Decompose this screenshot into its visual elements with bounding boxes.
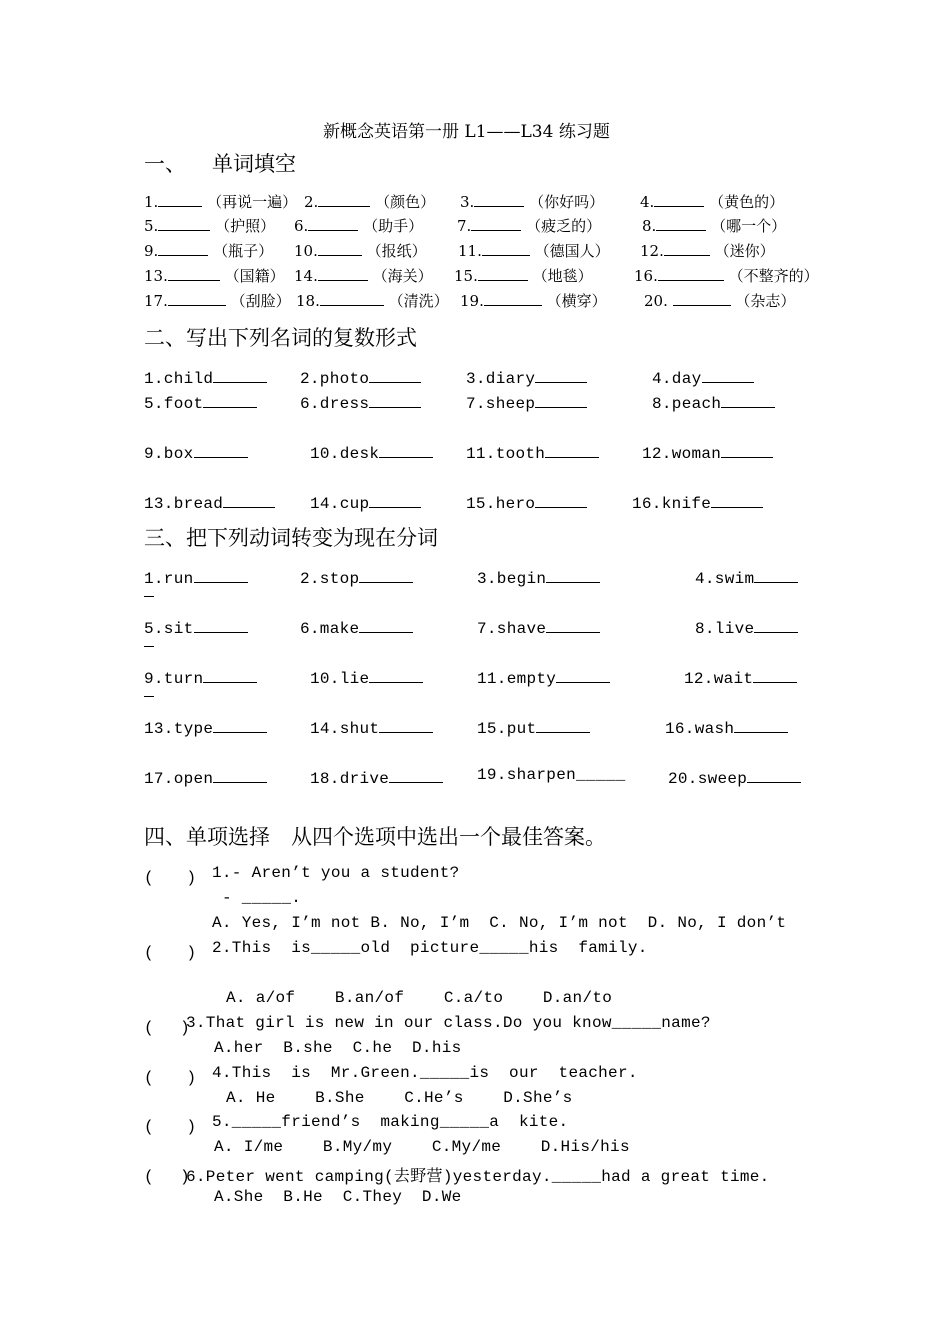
question-options: A.her B.she C.he D.his: [214, 1039, 462, 1057]
answer-blank[interactable]: [664, 239, 710, 256]
section-1-heading: 单词填空: [212, 152, 296, 176]
verb-item: 9.turn: [144, 666, 257, 688]
question-stem: 3.That girl is new in our class.Do you know_____name?: [186, 1014, 711, 1032]
answer-blank[interactable]: [320, 289, 384, 306]
vocab-item: 19. （横穿）: [460, 289, 607, 311]
answer-blank[interactable]: [359, 566, 413, 583]
verb-item: 2.stop: [300, 566, 413, 588]
verb-item: 17.open: [144, 766, 267, 788]
question-stem: 2.This is_____old picture_____his family.: [212, 939, 648, 957]
answer-blank[interactable]: [721, 441, 773, 458]
vocab-item: 15. （地毯）: [454, 264, 593, 286]
answer-blank[interactable]: [545, 441, 599, 458]
plural-item: 10.desk: [310, 441, 433, 463]
answer-blank[interactable]: [536, 716, 590, 733]
plural-item: 5.foot: [144, 391, 257, 413]
plural-item: 7.sheep: [466, 391, 587, 413]
section-1-number: 一、: [144, 152, 186, 176]
plural-item: 15.hero: [466, 491, 587, 513]
question-stem: 5._____friend’s making_____a kite.: [212, 1113, 569, 1131]
answer-blank[interactable]: [213, 766, 267, 783]
answer-blank[interactable]: [474, 190, 524, 207]
section-4-heading: 四、单项选择 从四个选项中选出一个最佳答案。: [144, 825, 606, 849]
answer-blank[interactable]: [213, 366, 267, 383]
plural-item: 6.dress: [300, 391, 421, 413]
vocab-item: 4. （黄色的）: [640, 190, 784, 212]
plural-item: 4.day: [652, 366, 754, 388]
answer-blank[interactable]: [203, 391, 257, 408]
question-stem: 4.This is Mr.Green._____is our teacher.: [212, 1064, 638, 1082]
answer-blank[interactable]: [158, 190, 202, 207]
page-title: 新概念英语第一册 L1——L34 练习题: [323, 122, 610, 142]
answer-blank[interactable]: [656, 214, 706, 231]
plural-item: 8.peach: [652, 391, 775, 413]
plural-item: 2.photo: [300, 366, 421, 388]
answer-blank[interactable]: [754, 616, 798, 633]
answer-blank[interactable]: [359, 616, 413, 633]
answer-blank[interactable]: [482, 239, 530, 256]
answer-blank[interactable]: [535, 366, 587, 383]
vocab-item: 9. （瓶子）: [144, 239, 273, 261]
answer-blank[interactable]: [754, 566, 798, 583]
answer-blank[interactable]: [673, 289, 731, 306]
vocab-item: 16. （不整齐的）: [634, 264, 819, 286]
answer-blank[interactable]: [546, 566, 600, 583]
answer-blank[interactable]: [369, 391, 421, 408]
answer-blank[interactable]: [702, 366, 754, 383]
verb-item: 4.swim: [695, 566, 798, 588]
verb-item: 18.drive: [310, 766, 443, 788]
question-options: A. He B.She C.He’s D.She’s: [226, 1089, 573, 1107]
question-paren[interactable]: ( ): [144, 1019, 191, 1037]
vocab-item: 6. （助手）: [294, 214, 423, 236]
answer-blank[interactable]: [213, 716, 267, 733]
question-options: A. Yes, I’m not B. No, I’m C. No, I’m not D. No, I don’t: [212, 914, 787, 932]
verb-item: 12.wait: [684, 666, 797, 688]
vocab-item: 3. （你好吗）: [460, 190, 604, 212]
wrapped-blank: [144, 646, 154, 647]
answer-blank[interactable]: [379, 716, 433, 733]
answer-blank[interactable]: [158, 214, 210, 231]
verb-item: 11.empty: [477, 666, 610, 688]
answer-blank[interactable]: [223, 491, 275, 508]
verb-item: 10.lie: [310, 666, 423, 688]
question-extra: - _____.: [222, 889, 302, 907]
question-paren[interactable]: ( ): [144, 1069, 197, 1087]
answer-blank[interactable]: [747, 766, 801, 783]
answer-blank[interactable]: [203, 666, 257, 683]
answer-blank[interactable]: [753, 666, 797, 683]
answer-blank[interactable]: [168, 289, 226, 306]
question-paren[interactable]: ( ): [144, 1168, 191, 1186]
answer-blank[interactable]: [734, 716, 788, 733]
answer-blank[interactable]: [369, 491, 421, 508]
answer-blank[interactable]: [369, 666, 423, 683]
answer-blank[interactable]: [658, 264, 724, 281]
answer-blank[interactable]: [379, 441, 433, 458]
vocab-item: 20. （杂志）: [644, 289, 795, 311]
answer-blank[interactable]: [158, 239, 208, 256]
answer-blank[interactable]: [168, 264, 220, 281]
answer-blank[interactable]: [318, 264, 368, 281]
answer-blank[interactable]: [194, 441, 248, 458]
question-stem: 1.- Aren’t you a student?: [212, 864, 460, 882]
answer-blank[interactable]: [318, 239, 362, 256]
vocab-item: 18. （清洗）: [296, 289, 449, 311]
plural-item: 16.knife: [632, 491, 763, 513]
vocab-item: 13. （国籍）: [144, 264, 285, 286]
answer-blank[interactable]: [535, 391, 587, 408]
question-paren[interactable]: ( ): [144, 869, 197, 887]
wrapped-blank: [144, 596, 154, 597]
answer-blank[interactable]: [535, 491, 587, 508]
question-options: A. I/me B.My/my C.My/me D.His/his: [214, 1138, 630, 1156]
vocab-item: 8. （哪一个）: [642, 214, 786, 236]
answer-blank[interactable]: [484, 289, 542, 306]
vocab-item: 1. （再说一遍）: [144, 190, 297, 212]
plural-item: 11.tooth: [466, 441, 599, 463]
vocab-item: 10. （报纸）: [294, 239, 427, 261]
answer-blank[interactable]: [478, 264, 528, 281]
verb-item: 13.type: [144, 716, 267, 738]
answer-blank[interactable]: [546, 616, 600, 633]
plural-item: 9.box: [144, 441, 248, 463]
vocab-item: 5. （护照）: [144, 214, 275, 236]
verb-item: 15.put: [477, 716, 590, 738]
plural-item: 1.child: [144, 366, 267, 388]
vocab-item: 14. （海关）: [294, 264, 433, 286]
verb-item: 16.wash: [665, 716, 788, 738]
answer-blank[interactable]: [369, 366, 421, 383]
answer-blank[interactable]: [721, 391, 775, 408]
verb-item: 19.sharpen_____: [477, 766, 626, 784]
vocab-item: 7. （疲乏的）: [457, 214, 601, 236]
verb-item: 14.shut: [310, 716, 433, 738]
verb-item: 1.run: [144, 566, 248, 588]
wrapped-blank: [144, 696, 154, 697]
verb-item: 7.shave: [477, 616, 600, 638]
plural-item: 12.woman: [642, 441, 773, 463]
answer-blank[interactable]: [194, 566, 248, 583]
vocab-item: 12. （迷你）: [640, 239, 775, 261]
verb-item: 20.sweep: [668, 766, 801, 788]
verb-item: 6.make: [300, 616, 413, 638]
answer-blank[interactable]: [556, 666, 610, 683]
answer-blank[interactable]: [711, 491, 763, 508]
answer-blank[interactable]: [318, 190, 370, 207]
question-options: A.She B.He C.They D.We: [214, 1188, 462, 1206]
question-paren[interactable]: ( ): [144, 944, 197, 962]
question-stem: 6.Peter went camping(去野营)yesterday._____had a great time.: [186, 1168, 770, 1186]
question-options: A. a/of B.an/of C.a/to D.an/to: [226, 989, 613, 1007]
plural-item: 13.bread: [144, 491, 275, 513]
vocab-item: 2. （颜色）: [304, 190, 435, 212]
verb-item: 5.sit: [144, 616, 248, 638]
answer-blank[interactable]: [194, 616, 248, 633]
verb-item: 3.begin: [477, 566, 600, 588]
answer-blank[interactable]: [389, 766, 443, 783]
question-paren[interactable]: ( ): [144, 1118, 197, 1136]
section-3-heading: 三、把下列动词转变为现在分词: [144, 526, 438, 550]
vocab-item: 11. （德国人）: [458, 239, 610, 261]
answer-blank[interactable]: [654, 190, 704, 207]
verb-item: 8.live: [695, 616, 798, 638]
plural-item: 14.cup: [310, 491, 421, 513]
plural-item: 3.diary: [466, 366, 587, 388]
section-2-heading: 二、写出下列名词的复数形式: [144, 326, 417, 350]
vocab-item: 17. （刮脸）: [144, 289, 291, 311]
answer-blank[interactable]: [308, 214, 358, 231]
answer-blank[interactable]: [471, 214, 521, 231]
